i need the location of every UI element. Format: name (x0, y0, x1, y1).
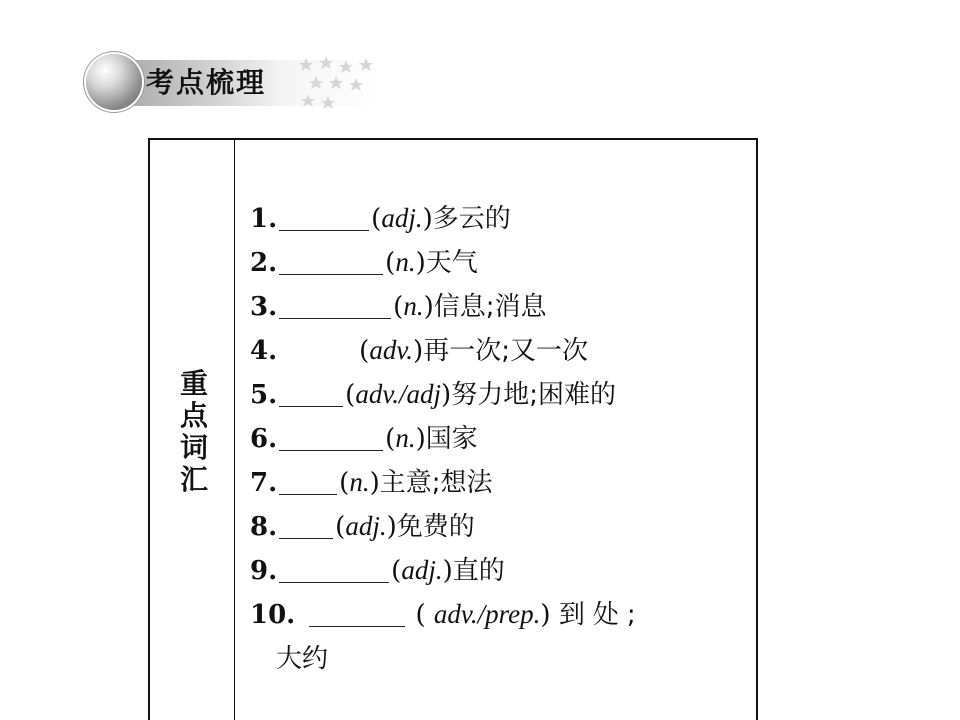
open-paren: ( (359, 336, 370, 366)
open-paren: ( (335, 512, 346, 542)
vocab-item-8 (250, 504, 746, 548)
part-of-speech: n. (349, 467, 370, 497)
open-paren: ( (345, 380, 356, 410)
item-number: 10. (250, 600, 296, 630)
item-number: 1. (250, 204, 278, 234)
open-paren: ( (385, 248, 396, 278)
item-number: 3. (250, 292, 278, 322)
close-paren: ) (442, 556, 453, 586)
part-of-speech: adj. (401, 555, 443, 585)
section-header (86, 52, 386, 114)
close-paren: ) (540, 600, 551, 630)
part-of-speech: n. (403, 291, 424, 321)
meaning: 直的 (452, 556, 505, 586)
vocab-item-7 (250, 460, 746, 504)
meaning: 国家 (425, 424, 478, 454)
answer-blank[interactable] (279, 200, 369, 231)
close-paren: ) (415, 248, 426, 278)
section-title: 考点梳理 (146, 66, 267, 99)
meaning: 天气 (425, 248, 478, 278)
answer-blank[interactable] (279, 552, 389, 583)
item-number: 8. (250, 512, 278, 542)
open-paren: ( (415, 600, 426, 630)
answer-blank[interactable] (279, 508, 333, 539)
column-divider (234, 140, 235, 720)
open-paren: ( (385, 424, 396, 454)
answer-blank[interactable] (279, 376, 343, 407)
vocab-item-10 (250, 592, 746, 681)
vocab-item-9 (250, 548, 746, 592)
open-paren: ( (371, 204, 382, 234)
close-paren: ) (386, 512, 397, 542)
item-number: 9. (250, 556, 278, 586)
vocab-item-4 (250, 328, 746, 372)
category-label: 重点词汇 (179, 367, 208, 496)
vocab-item-6 (250, 416, 746, 460)
answer-blank[interactable] (309, 596, 405, 627)
item-number: 7. (250, 468, 278, 498)
close-paren: ) (415, 424, 426, 454)
part-of-speech: adv. (369, 335, 414, 365)
part-of-speech: n. (395, 247, 416, 277)
vocab-item-5 (250, 372, 746, 416)
meaning: 主意;想法 (379, 468, 493, 498)
header-circle-icon (86, 54, 142, 110)
answer-blank[interactable] (279, 244, 383, 275)
vocabulary-list (250, 196, 746, 681)
meaning: 免费的 (396, 512, 475, 542)
meaning: 到处; (558, 600, 644, 630)
close-paren: ) (422, 204, 433, 234)
vocabulary-table (148, 138, 758, 720)
close-paren: ) (413, 336, 424, 366)
stars-decoration-icon (296, 54, 380, 114)
answer-blank[interactable] (279, 464, 337, 495)
meaning: 努力地;困难的 (451, 380, 616, 410)
part-of-speech: n. (395, 423, 416, 453)
answer-blank[interactable] (279, 420, 383, 451)
meaning-continued: 大约 (276, 644, 329, 674)
item-number: 4. (250, 336, 278, 366)
item-number: 6. (250, 424, 278, 454)
close-paren: ) (441, 380, 452, 410)
part-of-speech: adj. (345, 511, 387, 541)
meaning: 多云的 (432, 204, 511, 234)
open-paren: ( (339, 468, 350, 498)
vocab-item-2 (250, 240, 746, 284)
answer-blank[interactable] (279, 288, 391, 319)
item-number: 5. (250, 380, 278, 410)
close-paren: ) (423, 292, 434, 322)
part-of-speech: adv./prep. (433, 599, 541, 629)
vocab-item-1 (250, 196, 746, 240)
open-paren: ( (391, 556, 402, 586)
part-of-speech: adv./adj (355, 379, 442, 409)
close-paren: ) (369, 468, 380, 498)
meaning: 再一次;又一次 (423, 336, 588, 366)
meaning: 信息;消息 (433, 292, 547, 322)
item-number: 2. (250, 248, 278, 278)
answer-blank[interactable] (279, 332, 357, 363)
open-paren: ( (393, 292, 404, 322)
part-of-speech: adj. (381, 203, 423, 233)
vocab-item-3 (250, 284, 746, 328)
